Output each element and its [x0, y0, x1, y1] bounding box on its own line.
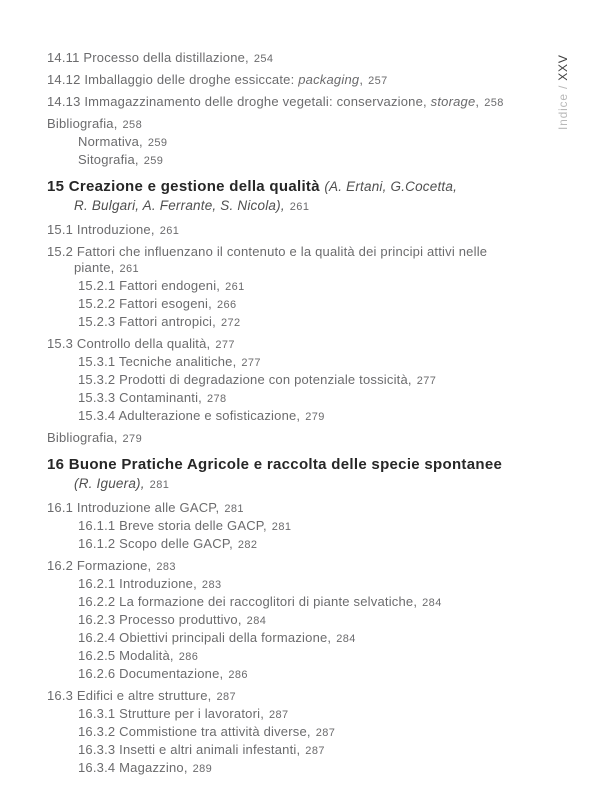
entry-text: 16.2.4 Obiettivi principali della formazione, — [78, 630, 332, 645]
entry-text: 15.3.2 Prodotti di degradazione con potenziale tossicità, — [78, 372, 412, 387]
toc-entry-bibliografia-14 — [47, 116, 572, 133]
toc-entry-16-3-4 — [78, 760, 572, 777]
toc-line — [78, 648, 572, 665]
entry-text: 16.2.6 Documentazione, — [78, 666, 224, 681]
toc-line — [47, 222, 572, 239]
entry-text: 16.3.4 Magazzino, — [78, 760, 188, 775]
page-number: 261 — [289, 201, 310, 213]
page-number: 279 — [122, 433, 143, 445]
toc-line — [47, 177, 572, 196]
toc-entry-16-1-1 — [78, 518, 572, 535]
margin-label — [556, 54, 570, 130]
toc-line — [47, 196, 572, 217]
toc-line — [47, 116, 572, 133]
entry-text: 14.13 Immagazzinamento delle droghe vegetali: conservazione, — [47, 94, 431, 109]
toc-chapter-16 — [47, 455, 572, 495]
page-number: 282 — [237, 539, 258, 551]
margin-index-text: Indice / — [556, 80, 570, 130]
toc-entry-15-2-2 — [78, 296, 572, 313]
entry-text: 15.3 Controllo della qualità, — [47, 336, 211, 351]
entry-text: 16.3.1 Strutture per i lavoratori, — [78, 706, 265, 721]
entry-text: 15.3.3 Contaminanti, — [78, 390, 202, 405]
chapter-title: 15 Creazione e gestione della qualità — [47, 178, 325, 195]
toc-entry-16-2-6 — [78, 666, 572, 683]
toc-line — [78, 612, 572, 629]
entry-text: Bibliografia, — [47, 430, 118, 445]
margin-page-number: XXV — [556, 54, 570, 81]
toc-entry-bibliografia-15 — [47, 430, 572, 447]
entry-text: 16.2.2 La formazione dei raccoglitori di piante selvatiche, — [78, 594, 418, 609]
toc-line — [47, 94, 572, 111]
toc-line — [78, 536, 572, 553]
page-number: 277 — [241, 357, 261, 369]
page-number: 281 — [149, 479, 170, 491]
toc-entry-16-2-3 — [78, 612, 572, 629]
entry-text: 16.1.1 Breve storia delle GACP, — [78, 518, 267, 533]
entry-text: Normativa, — [78, 134, 143, 149]
page-number: 284 — [336, 633, 356, 645]
entry-text: piante, — [74, 260, 115, 275]
toc-entry-15-2 — [47, 244, 572, 277]
page-number: 261 — [225, 281, 245, 293]
page-number: 287 — [315, 727, 336, 739]
page-number: 254 — [253, 53, 274, 65]
toc-line — [78, 724, 572, 741]
page-number: 258 — [122, 119, 143, 131]
toc-entry-normativa-14 — [78, 134, 572, 151]
toc-line — [78, 372, 572, 389]
toc-entry-14-11 — [47, 50, 572, 67]
entry-text: Sitografia, — [78, 152, 139, 167]
entry-text: 16.2.3 Processo produttivo, — [78, 612, 242, 627]
toc-line — [47, 500, 572, 517]
toc-line — [78, 408, 572, 425]
toc-line — [47, 688, 572, 705]
entry-text: 15.2 Fattori che influenzano il contenuto e la qualità dei principi attivi nelle — [47, 244, 488, 259]
entry-text: 15.2.2 Fattori esogeni, — [78, 296, 212, 311]
table-of-contents — [47, 50, 572, 777]
entry-text: Bibliografia, — [47, 116, 118, 131]
toc-entry-16-2-5 — [78, 648, 572, 665]
italic-term: packaging — [298, 72, 360, 87]
entry-text: 15.1 Introduzione, — [47, 222, 155, 237]
page-number: 281 — [224, 503, 244, 515]
page-number: 283 — [156, 561, 176, 573]
toc-entry-14-13 — [47, 94, 572, 111]
toc-entry-15-3-1 — [78, 354, 572, 371]
page-number: 281 — [271, 521, 292, 533]
page-number: 257 — [368, 75, 388, 87]
entry-text: 16.1 Introduzione alle GACP, — [47, 500, 220, 515]
page-number: 287 — [269, 709, 289, 721]
toc-line — [78, 594, 572, 611]
entry-text: 16.3.3 Insetti e altri animali infestanti, — [78, 742, 301, 757]
entry-text: 15.2.3 Fattori antropici, — [78, 314, 216, 329]
entry-text: 14.12 Imballaggio delle droghe essiccate: — [47, 72, 299, 87]
toc-line — [78, 576, 572, 593]
page-number: 258 — [484, 97, 504, 109]
toc-line — [78, 706, 572, 723]
toc-line — [78, 518, 572, 535]
entry-text: , — [475, 94, 480, 109]
entry-text: 16.2.1 Introduzione, — [78, 576, 197, 591]
page-number: 259 — [147, 137, 168, 149]
toc-line — [47, 558, 572, 575]
toc-line — [78, 390, 572, 407]
toc-entry-16-2-1 — [78, 576, 572, 593]
entry-text: 16.3.2 Commistione tra attività diverse, — [78, 724, 311, 739]
page-number: 272 — [220, 317, 241, 329]
page-number: 284 — [422, 597, 442, 609]
toc-line — [78, 278, 572, 295]
entry-text: 14.11 Processo della distillazione, — [47, 50, 249, 65]
page-number: 261 — [119, 263, 139, 275]
toc-entry-15-3-4 — [78, 408, 572, 425]
toc-entry-16-3-1 — [78, 706, 572, 723]
page-number: 286 — [228, 669, 248, 681]
toc-entry-15-2-1 — [78, 278, 572, 295]
page-number: 278 — [206, 393, 227, 405]
entry-text: 15.2.1 Fattori endogeni, — [78, 278, 221, 293]
toc-line — [47, 455, 572, 474]
toc-line — [47, 244, 572, 260]
chapter-title: 16 Buone Pratiche Agricole e raccolta delle specie spontanee — [47, 456, 503, 473]
toc-line — [78, 134, 572, 151]
toc-entry-16-3 — [47, 688, 572, 705]
toc-line — [78, 742, 572, 759]
entry-text: 15.3.1 Tecniche analitiche, — [78, 354, 237, 369]
page-number: 259 — [143, 155, 164, 167]
toc-line — [78, 296, 572, 313]
toc-line — [47, 260, 572, 277]
entry-text: 16.2 Formazione, — [47, 558, 152, 573]
entry-text: , — [359, 72, 364, 87]
entry-text: 16.3 Edifici e altre strutture, — [47, 688, 212, 703]
page-number: 289 — [192, 763, 213, 775]
toc-entry-15-3 — [47, 336, 572, 353]
page-number: 286 — [178, 651, 199, 663]
toc-entry-15-2-3 — [78, 314, 572, 331]
toc-line — [47, 474, 572, 495]
toc-entry-15-1 — [47, 222, 572, 239]
page-number: 287 — [216, 691, 237, 703]
toc-entry-16-2 — [47, 558, 572, 575]
toc-entry-16-3-2 — [78, 724, 572, 741]
toc-line — [78, 354, 572, 371]
toc-entry-16-3-3 — [78, 742, 572, 759]
toc-entry-16-2-4 — [78, 630, 572, 647]
toc-entry-14-12 — [47, 72, 572, 89]
toc-entry-sitografia-14 — [78, 152, 572, 169]
page-number: 283 — [201, 579, 222, 591]
toc-entry-15-3-2 — [78, 372, 572, 389]
toc-line — [47, 336, 572, 353]
toc-line — [47, 430, 572, 447]
toc-entry-16-2-2 — [78, 594, 572, 611]
page-number: 284 — [246, 615, 267, 627]
italic-term: storage — [430, 94, 476, 109]
toc-line — [78, 760, 572, 777]
entry-text: 16.2.5 Modalità, — [78, 648, 174, 663]
toc-chapter-15 — [47, 177, 572, 217]
toc-line — [78, 666, 572, 683]
page-number: 279 — [305, 411, 325, 423]
toc-entry-15-3-3 — [78, 390, 572, 407]
entry-text: 15.3.4 Adulterazione e sofisticazione, — [78, 408, 301, 423]
toc-line — [47, 72, 572, 89]
page-number: 261 — [159, 225, 180, 237]
entry-text: 16.1.2 Scopo delle GACP, — [78, 536, 233, 551]
toc-line — [78, 152, 572, 169]
toc-entry-16-1-2 — [78, 536, 572, 553]
page-number: 277 — [416, 375, 437, 387]
chapter-authors: (R. Iguera), — [74, 476, 145, 491]
chapter-authors: R. Bulgari, A. Ferrante, S. Nicola), — [74, 198, 285, 213]
chapter-authors: (A. Ertani, G.Cocetta, — [324, 179, 458, 194]
toc-entry-16-1 — [47, 500, 572, 517]
toc-line — [78, 630, 572, 647]
page-number: 277 — [215, 339, 235, 351]
toc-line — [47, 50, 572, 67]
page-number: 287 — [305, 745, 325, 757]
page-number: 266 — [216, 299, 237, 311]
toc-line — [78, 314, 572, 331]
